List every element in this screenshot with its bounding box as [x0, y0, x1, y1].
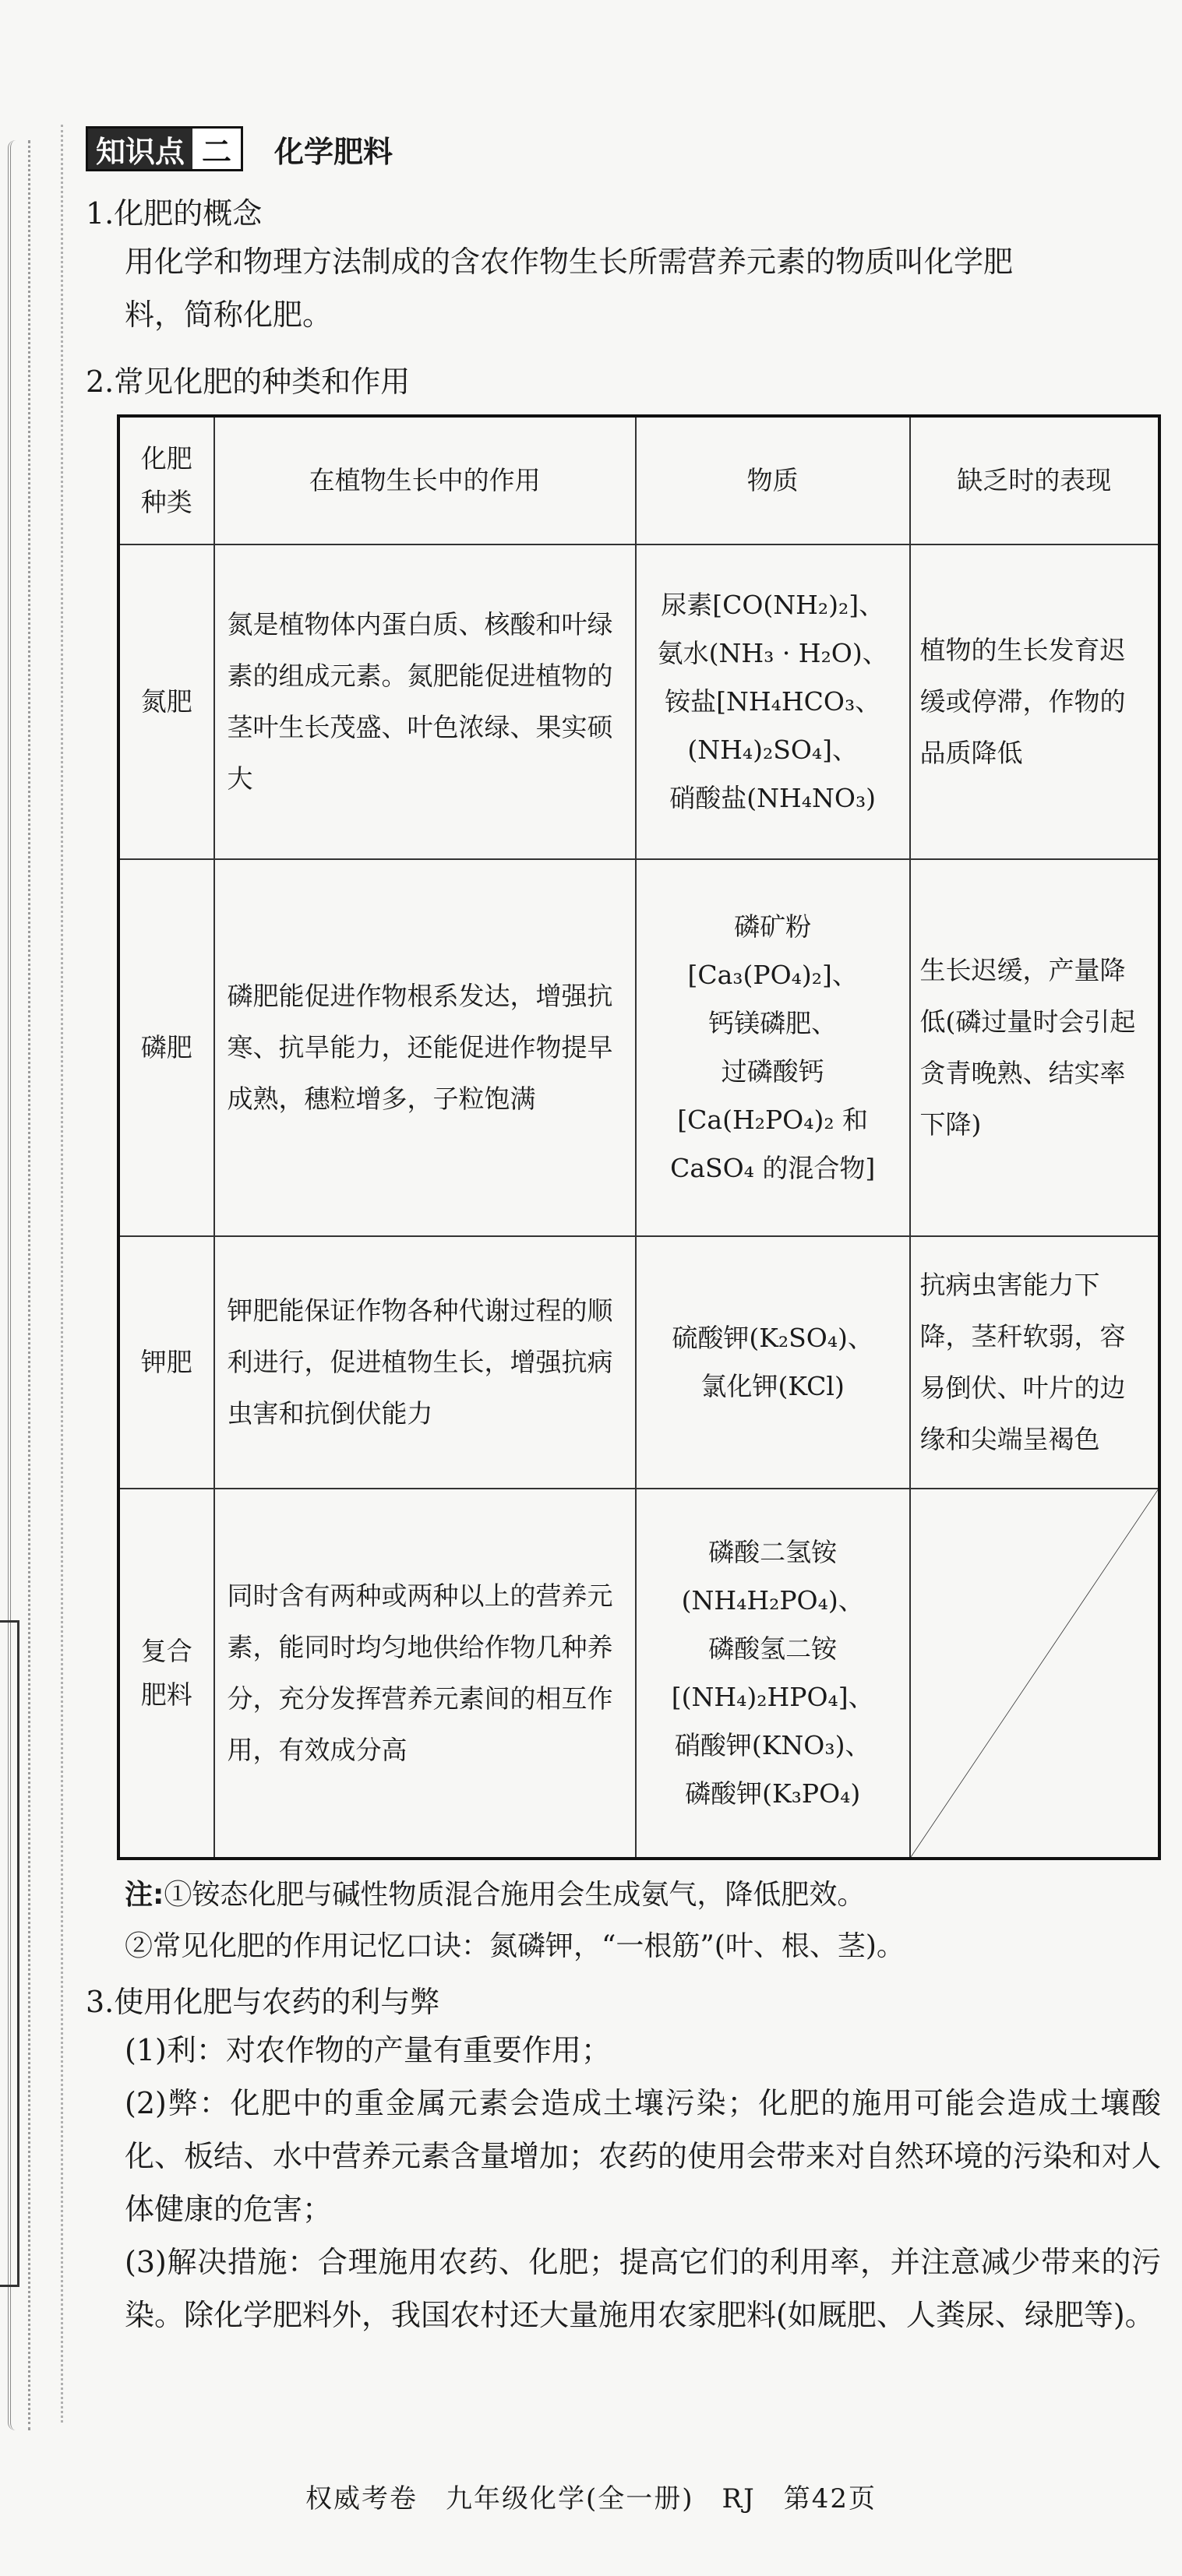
table-row [118, 544, 1159, 859]
notes [125, 1869, 1161, 1972]
role-cell: 钾肥能保证作物各种代谢过程的顺利进行，促进植物生长，增强抗病虫害和抗倒伏能力 [214, 1236, 636, 1489]
role-cell: 氮是植物体内蛋白质、核酸和叶绿素的组成元素。氮肥能促进植物的茎叶生长茂盛、叶色浓绿、果实硕大 [214, 544, 636, 859]
section-title: 化学肥料 [274, 134, 393, 169]
fertilizer-type-label: 钾肥 [140, 1347, 192, 1377]
pros-cons-section [86, 1980, 1161, 2342]
note-2: ②常见化肥的作用记忆口诀：氮磷钾，“一根筋”(叶、根、茎)。 [125, 1930, 905, 1962]
table-row [118, 1236, 1159, 1489]
substance-line: 磷酸二氢铵 [708, 1537, 838, 1567]
substance-line: 磷矿粉 [734, 911, 812, 942]
fertilizer-type-label: 氮肥 [140, 686, 192, 717]
header-type-line-2: 种类 [140, 487, 192, 517]
header-role: 在植物生长中的作用 [214, 416, 636, 544]
note-1 [125, 1869, 1161, 1921]
substance-line: (NH₄H₂PO₄)、 [681, 1585, 864, 1616]
substance-cell [636, 544, 910, 859]
substance-line: [Ca₃(PO₄)₂]、 [687, 960, 858, 990]
header-type-line-1: 化肥 [140, 443, 192, 474]
cons-item: (2)弊：化肥中的重金属元素会造成土壤污染；化肥的施用可能会造成土壤酸化、板结、水中营养元素含量增加；农药的使用会带来对自然环境的污染和对人体健康的危害； [125, 2086, 1162, 2226]
substance-line: CaSO₄ 的混合物] [670, 1153, 876, 1183]
table-row [118, 1489, 1159, 1859]
role-cell: 同时含有两种或两种以上的营养元素，能同时均匀地供给作物几种养分，充分发挥营养元素间的相互作用，有效成分高 [214, 1489, 636, 1859]
knowledge-point-number: 二 [192, 129, 241, 169]
page-footer: 权威考卷 九年级化学(全一册) RJ 第42页 [305, 2483, 877, 2514]
header-type [118, 416, 214, 544]
substance-line: 硝酸钾(KNO₃)、 [674, 1730, 871, 1760]
substance-line: [Ca(H₂PO₄)₂ 和 [677, 1105, 869, 1135]
pros-cons-heading: 3.使用化肥与农药的利与弊 [86, 1985, 440, 2019]
knowledge-point-label: 知识点 [88, 129, 192, 169]
fertilizer-type-label-2: 肥料 [140, 1679, 192, 1710]
substance-line: (NH₄)₂SO₄]、 [687, 735, 858, 765]
lack-cell: 抗病虫害能力下降，茎秆软弱，容易倒伏、叶片的边缘和尖端呈褐色 [910, 1236, 1159, 1489]
pros-item: (1)利：对农作物的产量有重要作用； [125, 2033, 611, 2067]
fertilizer-type [118, 544, 214, 859]
side-margin-box [0, 1620, 19, 2287]
substance-line: 钙镁磷肥、 [708, 1008, 838, 1038]
empty-diagonal-cell [910, 1489, 1159, 1859]
concept-line-1: 用化学和物理方法制成的含农作物生长所需营养元素的物质叫化学肥 [125, 245, 1014, 279]
table-row [118, 859, 1159, 1236]
concept-heading: 1.化肥的概念 [86, 196, 263, 231]
substance-line: 过磷酸钙 [721, 1056, 824, 1087]
lack-cell: 生长迟缓，产量降低(磷过量时会引起贪青晚熟、结实率下降) [910, 859, 1159, 1236]
solution-item: (3)解决措施：合理施用农药、化肥；提高它们的利用率，并注意减少带来的污染。除化学肥料外，我国农村还大量施用农家肥料(如厩肥、人粪尿、绿肥等)。 [125, 2245, 1161, 2332]
concept-line-2: 料，简称化肥。 [125, 298, 333, 332]
fertilizer-type [118, 1236, 214, 1489]
role-cell: 磷肥能促进作物根系发达，增强抗寒、抗旱能力，还能促进作物提早成熟，穗粒增多，子粒饱满 [214, 859, 636, 1236]
substance-line: 氨水(NH₃ · H₂O)、 [657, 638, 888, 668]
substance-line: 硝酸盐(NH₄NO₃) [669, 783, 877, 813]
fertilizer-type [118, 1489, 214, 1859]
substance-cell [636, 1489, 910, 1859]
gutter-dotted-line [61, 125, 63, 2423]
diagonal-line [911, 1489, 1158, 1857]
header-lack: 缺乏时的表现 [910, 416, 1159, 544]
fertilizer-type-label: 复合 [140, 1636, 192, 1666]
types-heading: 2.常见化肥的种类和作用 [86, 365, 411, 399]
header-substance: 物质 [636, 416, 910, 544]
fertilizer-type-label: 磷肥 [140, 1032, 192, 1062]
note-label: 注: [125, 1879, 164, 1911]
lack-cell: 植物的生长发育迟缓或停滞，作物的品质降低 [910, 544, 1159, 859]
note-1-text: ①铵态化肥与碱性物质混合施用会生成氨气，降低肥效。 [164, 1879, 866, 1911]
substance-line: 磷酸钾(K₃PO₄) [685, 1778, 861, 1809]
fertilizer-type [118, 859, 214, 1236]
substance-line: 磷酸氢二铵 [708, 1633, 838, 1664]
knowledge-point-tag [86, 126, 243, 171]
substance-line: [(NH₄)₂HPO₄]、 [671, 1682, 874, 1712]
substance-line: 氯化钾(KCl) [700, 1371, 845, 1401]
substance-line: 硫酸钾(K₂SO₄)、 [672, 1323, 873, 1353]
substance-cell [636, 859, 910, 1236]
table-header-row [118, 416, 1159, 544]
page-content [86, 125, 1161, 2342]
fertilizer-table [117, 414, 1161, 1860]
substance-line: 铵盐[NH₄HCO₃、 [665, 686, 881, 717]
section-header [86, 125, 1161, 173]
substance-cell [636, 1236, 910, 1489]
substance-line: 尿素[CO(NH₂)₂]、 [661, 590, 885, 620]
